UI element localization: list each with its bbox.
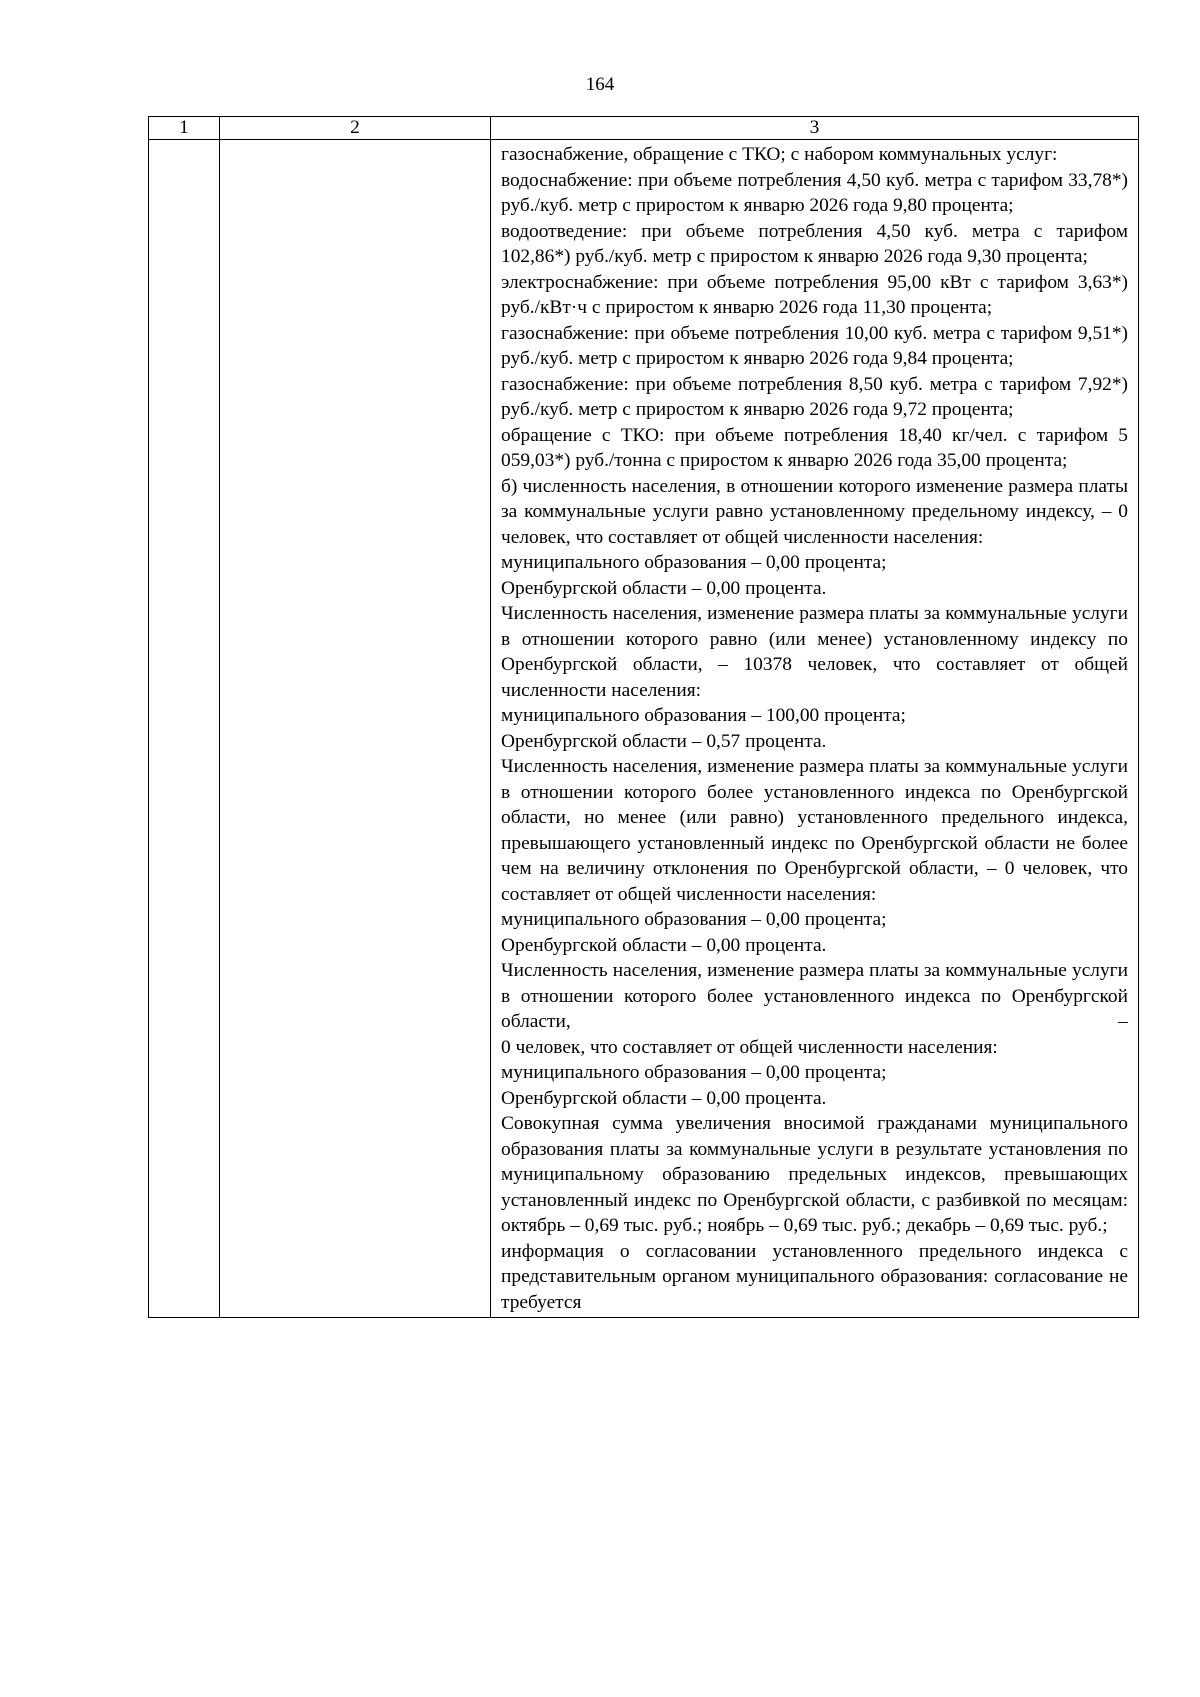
column-2-cell	[220, 140, 491, 1318]
paragraph-services-intro: газоснабжение, обращение с ТКО; с набором коммунальных услуг:	[501, 144, 1058, 165]
paragraph-population-between: Численность населения, изменение размера платы за коммунальные услуги в отношении которого более установленного индекса по Оренбургской области, но менее (или равно) установленного предельного индекса, превышающего установленный индекс по Оренбургской области не более чем на величину отклонения по Оренбургской области, – 0 человек, что составляет от общей численности населения:	[501, 756, 1128, 905]
paragraph-municipal-share: муниципального образования – 0,00 процента;	[501, 1062, 887, 1083]
paragraph-municipal-share: муниципального образования – 0,00 процента;	[501, 552, 887, 573]
paragraph-electricity: электроснабжение: при объеме потребления 95,00 кВт с тарифом 3,63*) руб./кВт·ч с приростом к январю 2026 года 11,30 процента;	[501, 271, 1128, 318]
paragraph-water-disposal: водоотведение: при объеме потребления 4,50 куб. метра с тарифом 102,86*) руб./куб. метр с приростом к январю 2026 года 9,30 процента;	[501, 220, 1128, 267]
paragraph-municipal-share: муниципального образования – 0,00 процента;	[501, 909, 887, 930]
paragraph-approval-info: информация о согласовании установленного предельного индекса с представительным органом муниципального образования: согласование не требуется	[501, 1240, 1128, 1313]
paragraph-total-increase: Совокупная сумма увеличения вносимой гражданами муниципального образования платы за коммунальные услуги в результате установления по муниципальному образованию предельных индексов, превышающих установленный индекс по Оренбургской области, с разбивкой по месяцам: октябрь – 0,69 тыс. руб.; ноябрь – 0,69 тыс. руб.; декабрь – 0,69 тыс. руб.;	[501, 1113, 1128, 1236]
paragraph-region-share: Оренбургской области – 0,00 процента.	[501, 577, 827, 599]
paragraph-region-share: Оренбургской области – 0,00 процента.	[501, 934, 827, 956]
paragraph-gas-supply-2: газоснабжение: при объеме потребления 8,50 куб. метра с тарифом 7,92*) руб./куб. метр с приростом к январю 2026 года 9,72 процента;	[501, 373, 1128, 420]
column-header-3: 3	[491, 117, 1139, 140]
paragraph-waste-handling: обращение с ТКО: при объеме потребления 18,40 кг/чел. с тарифом 5 059,03*) руб./тонна с приростом к январю 2026 года 35,00 процента;	[501, 424, 1128, 471]
column-header-2: 2	[220, 117, 491, 140]
table-row	[149, 140, 1139, 1318]
paragraph-municipal-share: муниципального образования – 100,00 процента;	[501, 705, 906, 726]
paragraph-region-share: Оренбургской области – 0,00 процента.	[501, 1087, 827, 1109]
document-table	[148, 116, 1139, 1318]
paragraph-population-above: Численность населения, изменение размера платы за коммунальные услуги в отношении которого более установленного индекса по Оренбургской области, –	[501, 960, 1128, 1032]
column-1-cell	[149, 140, 220, 1318]
paragraph-population-below: Численность населения, изменение размера платы за коммунальные услуги в отношении которого равно (или менее) установленному индексу по Оренбургской области, – 10378 человек, что составляет от общей численности населения:	[501, 603, 1128, 701]
paragraph-water-supply: водоснабжение: при объеме потребления 4,50 куб. метра с тарифом 33,78*) руб./куб. метр с приростом к январю 2026 года 9,80 процента;	[501, 169, 1128, 216]
column-header-1: 1	[149, 117, 220, 140]
paragraph-population-equal: б) численность населения, в отношении которого изменение размера платы за коммунальные услуги равно установленному предельному индексу, – 0 человек, что составляет от общей численности населения:	[501, 475, 1128, 548]
page-number: 164	[585, 74, 615, 95]
paragraph-population-above-count: 0 человек, что составляет от общей численности населения:	[501, 1036, 998, 1058]
paragraph-gas-supply-1: газоснабжение: при объеме потребления 10,00 куб. метра с тарифом 9,51*) руб./куб. метр с приростом к январю 2026 года 9,84 процента;	[501, 322, 1128, 369]
paragraph-region-share: Оренбургской области – 0,57 процента.	[501, 730, 827, 752]
table-header-row	[149, 117, 1139, 140]
column-3-cell	[491, 140, 1139, 1318]
